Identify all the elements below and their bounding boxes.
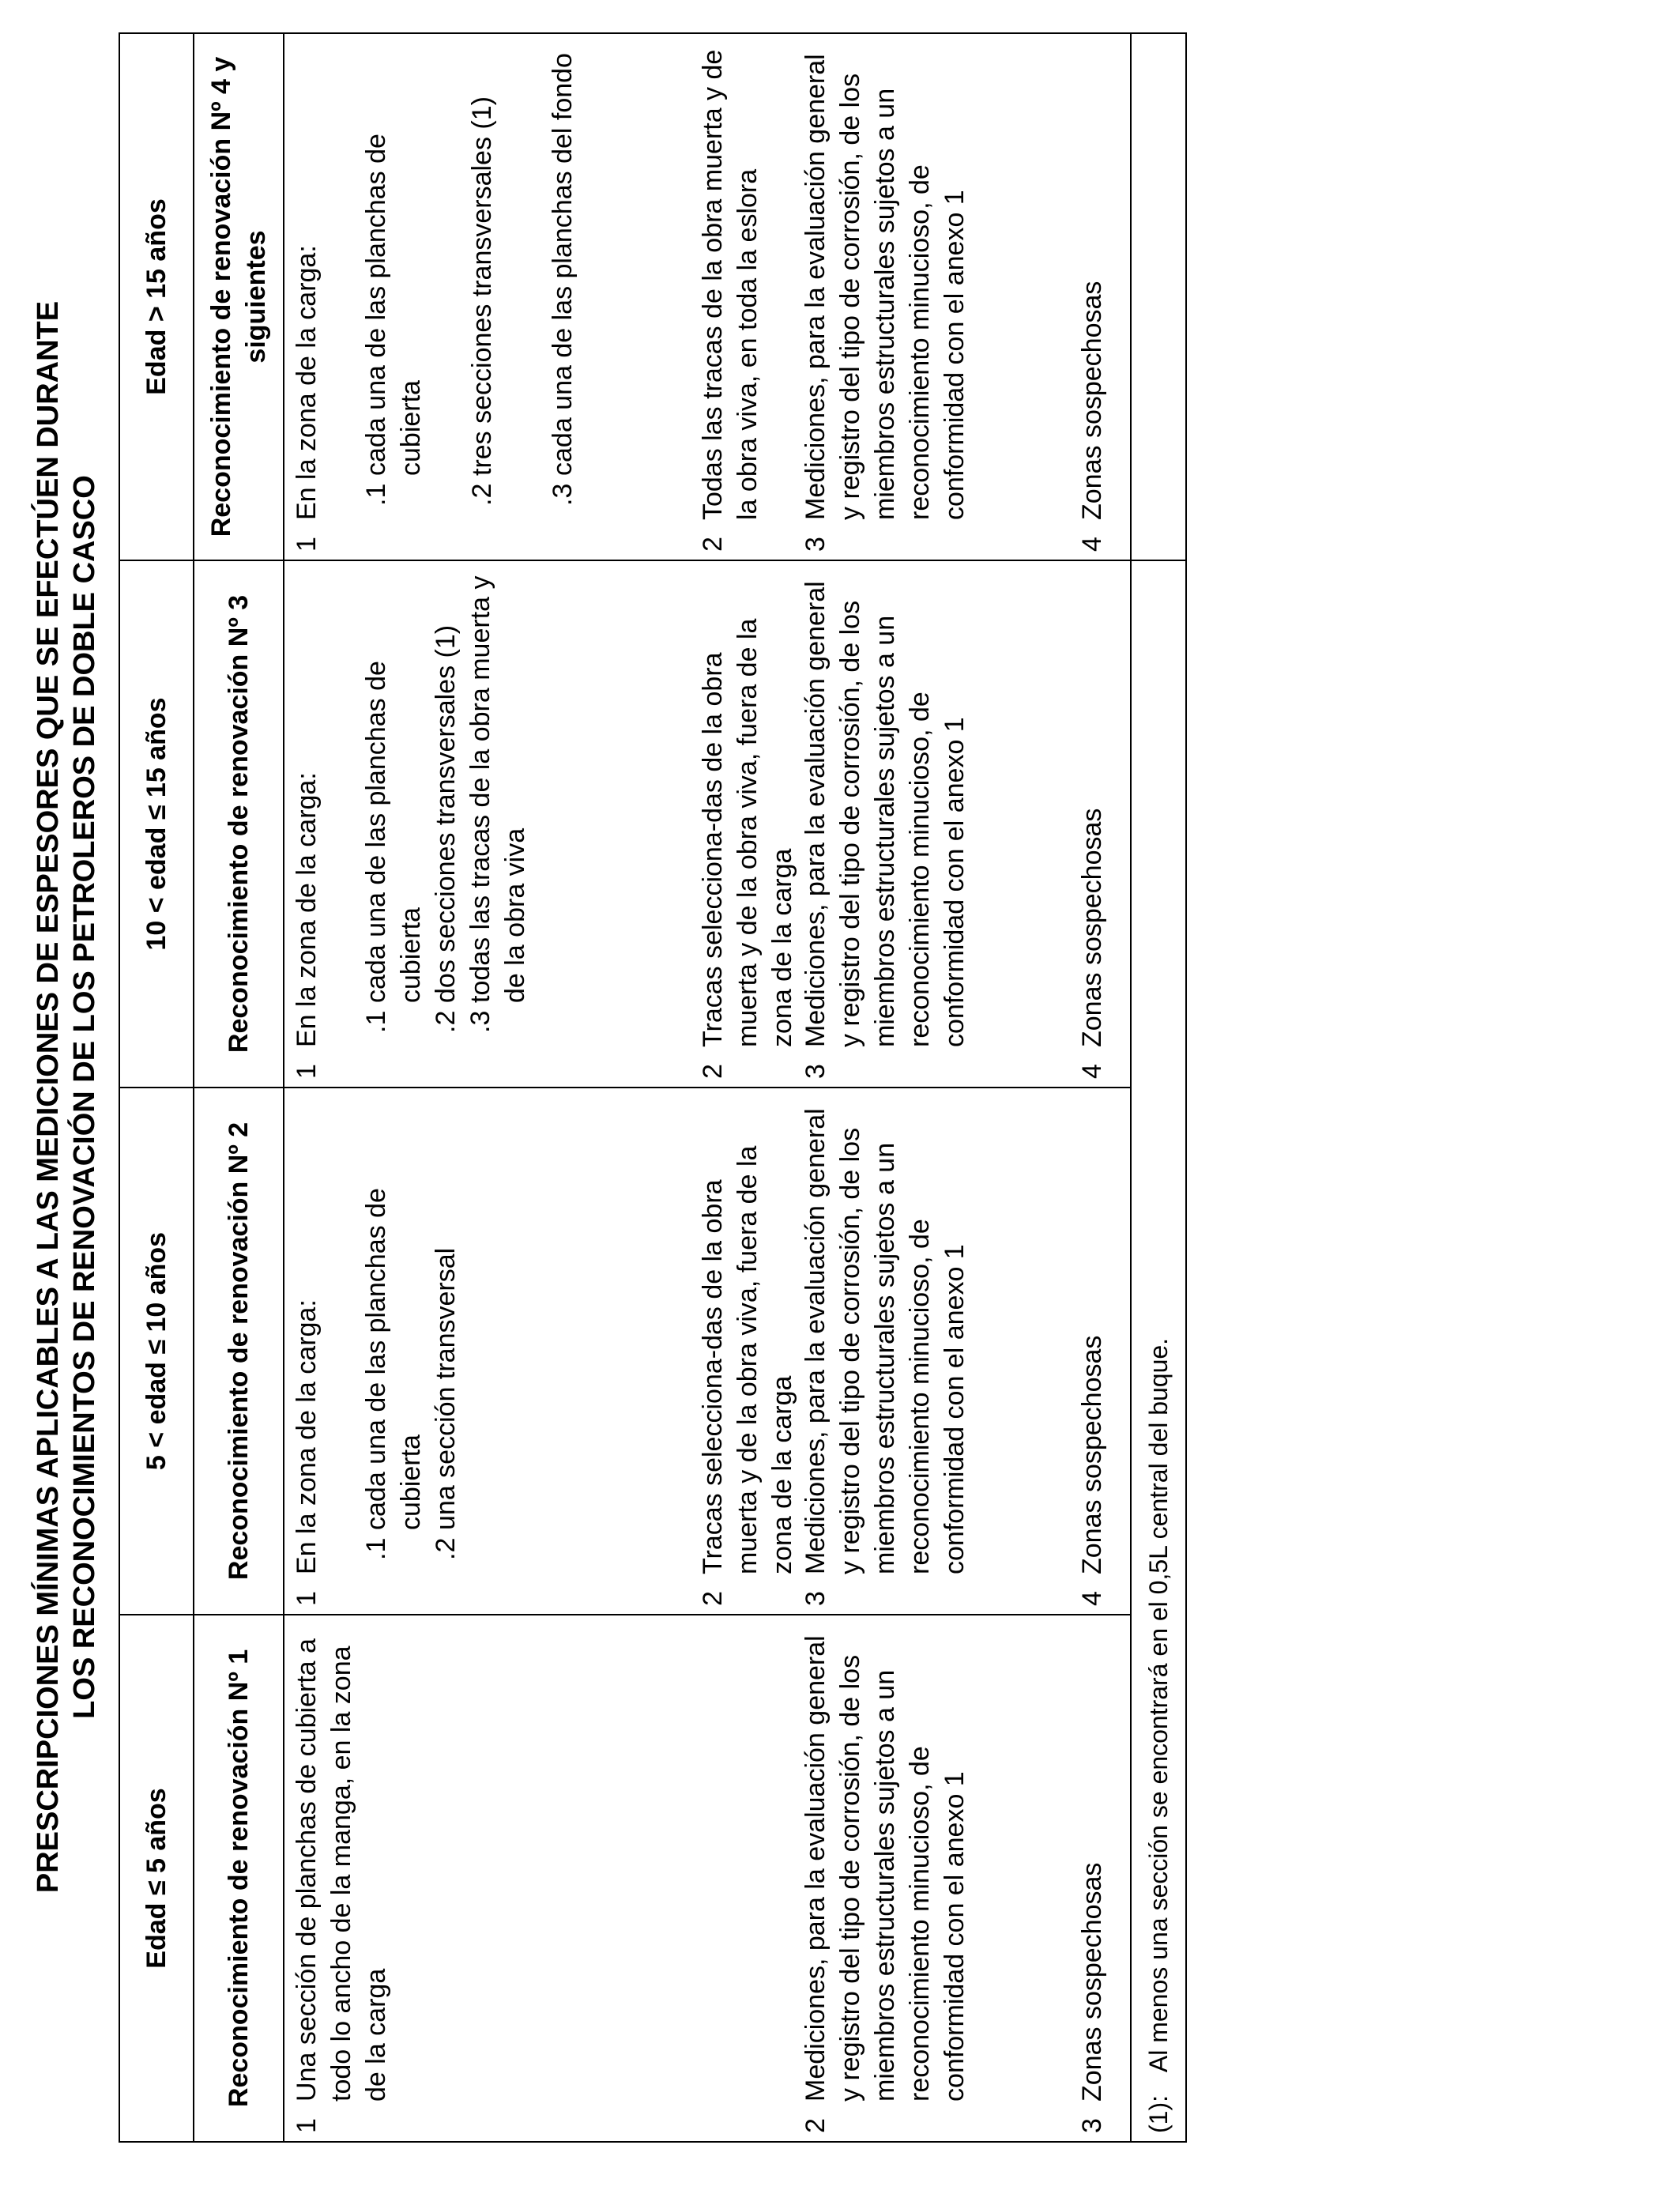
item-text: Tracas selecciona-das de la obra muerta y de la obra viva, fuera de la zona de la carga xyxy=(698,1145,797,1574)
requirements-cell xyxy=(284,33,1131,560)
item-number: 4 xyxy=(1077,537,1107,552)
survey-header-cell: Reconocimiento de renovación Nº 4 y siguientes xyxy=(194,33,284,560)
requirements-cell xyxy=(284,1615,1131,2142)
list-item xyxy=(1075,43,1109,552)
footnote-text: Al menos una sección se encontrará en el 0,5L central del buque. xyxy=(1144,1337,1173,2073)
sub-item xyxy=(359,571,428,1079)
requirements-row xyxy=(284,33,1131,2142)
title-line-2: LOS RECONOCIMIENTOS DE RENOVACIÓN DE LOS PETROLEROS DE DOBLE CASCO xyxy=(68,475,101,1719)
sub-item-text: una sección transversal xyxy=(431,1247,461,1530)
sub-item xyxy=(545,43,580,552)
item-number: 3 xyxy=(800,537,831,552)
item-text: Tracas selecciona-das de la obra muerta y de la obra viva, fuera de la zona de la carga xyxy=(698,618,797,1047)
list-item xyxy=(798,571,972,1079)
list-item xyxy=(1075,1625,1109,2133)
sub-item xyxy=(465,43,499,552)
sub-item-number: .1 xyxy=(361,1010,391,1033)
list-item xyxy=(695,571,800,1079)
footnote-cell xyxy=(1131,560,1186,2142)
sub-item-text: cada una de las planchas de cubierta xyxy=(361,134,426,476)
list-item xyxy=(1075,571,1109,1079)
age-header-cell: Edad ≤ 5 años xyxy=(119,1615,194,2142)
item-number: 3 xyxy=(800,1064,831,1079)
sub-item xyxy=(359,1098,428,1606)
item-number: 1 xyxy=(292,1064,322,1079)
item-number: 1 xyxy=(292,1591,322,1606)
list-item xyxy=(798,1098,972,1606)
sub-item-number: .3 xyxy=(548,483,578,506)
sub-item xyxy=(428,1098,463,1606)
item-number: 2 xyxy=(800,2118,831,2133)
sub-item-number: .1 xyxy=(361,483,391,506)
item-text: Zonas sospechosas xyxy=(1077,281,1107,520)
item-number: 3 xyxy=(800,1591,831,1606)
list-item xyxy=(1075,1098,1109,1606)
sub-item-text: cada una de las planchas del fondo xyxy=(548,53,578,476)
item-text: En la zona de la carga: xyxy=(292,245,322,520)
item-text: Mediciones, para la evaluación general y registro del tipo de corrosión, de los miembros estructurales sujetos a un reconocimiento minucioso, de conformidad con el anexo 1 xyxy=(800,1108,970,1574)
item-text: Zonas sospechosas xyxy=(1077,1862,1107,2102)
item-text: Mediciones, para la evaluación general y registro del tipo de corrosión, de los miembros estructurales sujetos a un reconocimiento minucioso, de conformidad con el anexo 1 xyxy=(800,54,970,520)
item-text: En la zona de la carga: xyxy=(292,772,322,1047)
age-header-cell: Edad > 15 años xyxy=(119,33,194,560)
sub-item-number: .1 xyxy=(361,1537,391,1560)
item-number: 2 xyxy=(698,1064,728,1079)
sub-item-text: cada una de las planchas de cubierta xyxy=(361,661,426,1003)
item-text: Mediciones, para la evaluación general y registro del tipo de corrosión, de los miembros estructurales sujetos a un reconocimiento minucioso, de conformidad con el anexo 1 xyxy=(800,581,970,1047)
item-text: En la zona de la carga: xyxy=(292,1299,322,1574)
list-item xyxy=(798,43,972,552)
item-number: 1 xyxy=(292,2118,322,2133)
sub-item-text: tres secciones transversales (1) xyxy=(467,96,497,476)
item-number: 4 xyxy=(1077,1064,1107,1079)
list-item xyxy=(695,43,765,552)
survey-header-row xyxy=(194,33,284,2142)
survey-header-cell: Reconocimiento de renovación Nº 1 xyxy=(194,1615,284,2142)
title-line-1: PRESCRIPCIONES MÍNIMAS APLICABLES A LAS MEDICIONES DE ESPESORES QUE SE EFECTÚEN DURANTE xyxy=(32,300,65,1894)
item-text: Zonas sospechosas xyxy=(1077,1335,1107,1574)
sub-item-text: dos secciones transversales (1) xyxy=(431,624,461,1003)
empty-cell xyxy=(1131,33,1186,560)
list-item xyxy=(289,571,324,1079)
list-item xyxy=(289,1625,394,2133)
item-number: 3 xyxy=(1077,2118,1107,2133)
item-text: Una sección de planchas de cubierta a todo lo ancho de la manga, en la zona de la carga xyxy=(292,1638,391,2102)
age-header-cell: 10 < edad ≤ 15 años xyxy=(119,560,194,1088)
sub-item xyxy=(463,571,533,1079)
age-header-cell: 5 < edad ≤ 10 años xyxy=(119,1088,194,1615)
footnote-row xyxy=(1131,33,1186,2142)
survey-header-cell: Reconocimiento de renovación Nº 3 xyxy=(194,560,284,1088)
list-item xyxy=(289,43,324,552)
sub-item-text: todas las tracas de la obra muerta y de la obra viva xyxy=(465,575,530,1003)
requirements-cell xyxy=(284,560,1131,1088)
sub-item-number: .2 xyxy=(467,483,497,506)
item-text: Todas las tracas de la obra muerta y de la obra viva, en toda la eslora xyxy=(698,49,763,520)
sub-item xyxy=(428,571,463,1079)
sub-item-number: .2 xyxy=(431,1537,461,1560)
sub-item-number: .3 xyxy=(465,1010,495,1033)
footnote-mark: (1): xyxy=(1144,2095,1173,2133)
requirements-cell xyxy=(284,1088,1131,1615)
item-number: 2 xyxy=(698,537,728,552)
sub-item-text: cada una de las planchas de cubierta xyxy=(361,1188,426,1530)
requirements-table xyxy=(119,32,1187,2143)
item-number: 4 xyxy=(1077,1591,1107,1606)
item-number: 1 xyxy=(292,537,322,552)
item-number: 2 xyxy=(698,1591,728,1606)
item-text: Mediciones, para la evaluación general y registro del tipo de corrosión, de los miembros estructurales sujetos a un reconocimiento minucioso, de conformidad con el anexo 1 xyxy=(800,1635,970,2102)
item-text: Zonas sospechosas xyxy=(1077,808,1107,1047)
list-item xyxy=(289,1098,324,1606)
survey-header-cell: Reconocimiento de renovación Nº 2 xyxy=(194,1088,284,1615)
sub-item xyxy=(359,43,428,552)
list-item xyxy=(798,1625,972,2133)
age-header-row xyxy=(119,33,194,2142)
sub-item-number: .2 xyxy=(431,1010,461,1033)
list-item xyxy=(695,1098,800,1606)
document-title xyxy=(30,0,103,2194)
